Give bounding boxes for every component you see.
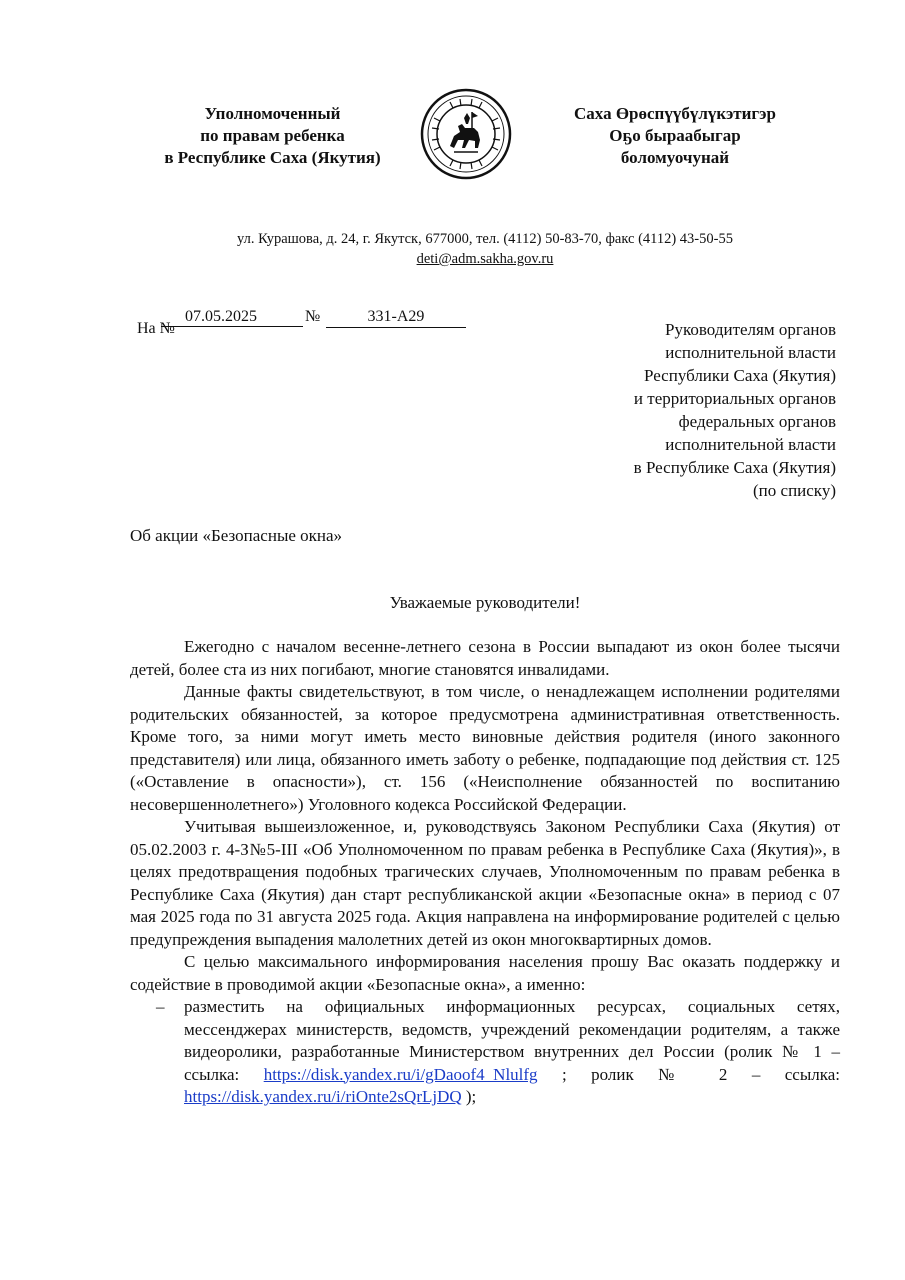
addressee-line: исполнительной власти (665, 435, 836, 454)
postal-address: ул. Курашова, д. 24, г. Якутск, 677000, тел. (4112) 50-83-70, факс (4112) 43-50-55 (237, 231, 733, 247)
number-sign: № (305, 308, 321, 325)
issuer-name-russian (140, 103, 405, 169)
body-paragraph: Данные факты свидетельствуют, в том числе, о ненадлежащем исполнении родителями родительских обязанностей, за которое предусмотрена административная ответственность. Кроме того, за ними могут иметь место виновные действия родителя (иного законного представителя) или лица, обязанного иметь заботу о ребенке, подпадающие под действия ст. 125 («Оставление в опасности»), ст. 156 («Неисполнение обязанностей по воспитанию несовершеннолетнего») Уголовного кодекса Российской Федерации. (130, 682, 840, 814)
letter-body (130, 636, 840, 1109)
addressee-line: исполнительной власти (665, 343, 836, 362)
list-dash: – (156, 997, 165, 1016)
sakha-coat-of-arms-emblem-icon (420, 88, 512, 180)
addressee-block (560, 318, 836, 502)
list-item (130, 996, 840, 1109)
registration-number: 331-А29 (326, 307, 466, 328)
issuer-line: по правам ребенка (200, 126, 345, 145)
registration-date: 07.05.2025 (161, 307, 303, 327)
letter-subject: Об акции «Безопасные окна» (130, 526, 343, 545)
video-link-1[interactable]: https://disk.yandex.ru/i/gDaoof4_Nlulfg (263, 1064, 538, 1084)
contact-address (130, 229, 840, 269)
addressee-line: (по списку) (753, 481, 836, 500)
list-text: ; ролик № 2 – ссылка: (537, 1064, 840, 1084)
issuer-line: Оҕо быраабыгар (609, 126, 741, 145)
body-paragraph: С целью максимального информирования населения прошу Вас оказать поддержку и содействие в проводимой акции «Безопасные окна», а именно: (130, 952, 840, 994)
request-list (130, 996, 840, 1109)
addressee-line: и территориальных органов (633, 389, 836, 408)
list-text: ); (461, 1087, 477, 1106)
body-paragraph: Учитывая вышеизложенное, и, руководствуясь Законом Республики Саха (Якутия) от 05.02.2003 г. 4-З№5-III «Об Уполномоченном по правам ребенка в Республике Саха (Якутия)», в целях предотвращения подобных трагических случаев, Уполномоченным по правам ребенка в Республике Саха (Якутия) дан старт республиканской акции «Безопасные окна» в период с 07 мая 2025 года по 31 августа 2025 года. Акция направлена на информирование родителей с целью предупреждения выпадения малолетних детей из окон многоквартирных домов. (130, 817, 840, 949)
email-link[interactable]: deti@adm.sakha.gov.ru (416, 251, 554, 267)
addressee-line: Республики Саха (Якутия) (643, 366, 836, 385)
video-link-2[interactable]: https://disk.yandex.ru/i/riOnte2sQrLjDQ (184, 1087, 462, 1106)
issuer-line: Уполномоченный (204, 104, 341, 123)
issuer-line: Саха Өрөспүүбүлүкэтигэр (574, 104, 776, 123)
issuer-line: боломуочунай (620, 148, 730, 167)
issuer-line: в Республике Саха (Якутия) (164, 148, 381, 167)
reference-label: На № (137, 320, 175, 337)
addressee-line: в Республике Саха (Якутия) (633, 458, 836, 477)
salutation: Уважаемые руководители! (389, 593, 581, 612)
registration-line (133, 307, 473, 337)
addressee-line: федеральных органов (678, 412, 836, 431)
issuer-name-sakha (545, 103, 805, 169)
list-text: разместить на официальных информационных ресурсах, социальных сетях, мессенджерах министерств, ведомств, учреждений рекомендации родителям, а также видеоролики, разработанные Министерством внутренних дел России (ролик № 1 – ссылка: (184, 997, 840, 1084)
addressee-line: Руководителям органов (665, 320, 836, 339)
body-paragraph: Ежегодно с началом весенне-летнего сезона в России выпадают из окон более тысячи детей, более ста из них погибают, многие становятся инвалидами. (130, 637, 840, 679)
